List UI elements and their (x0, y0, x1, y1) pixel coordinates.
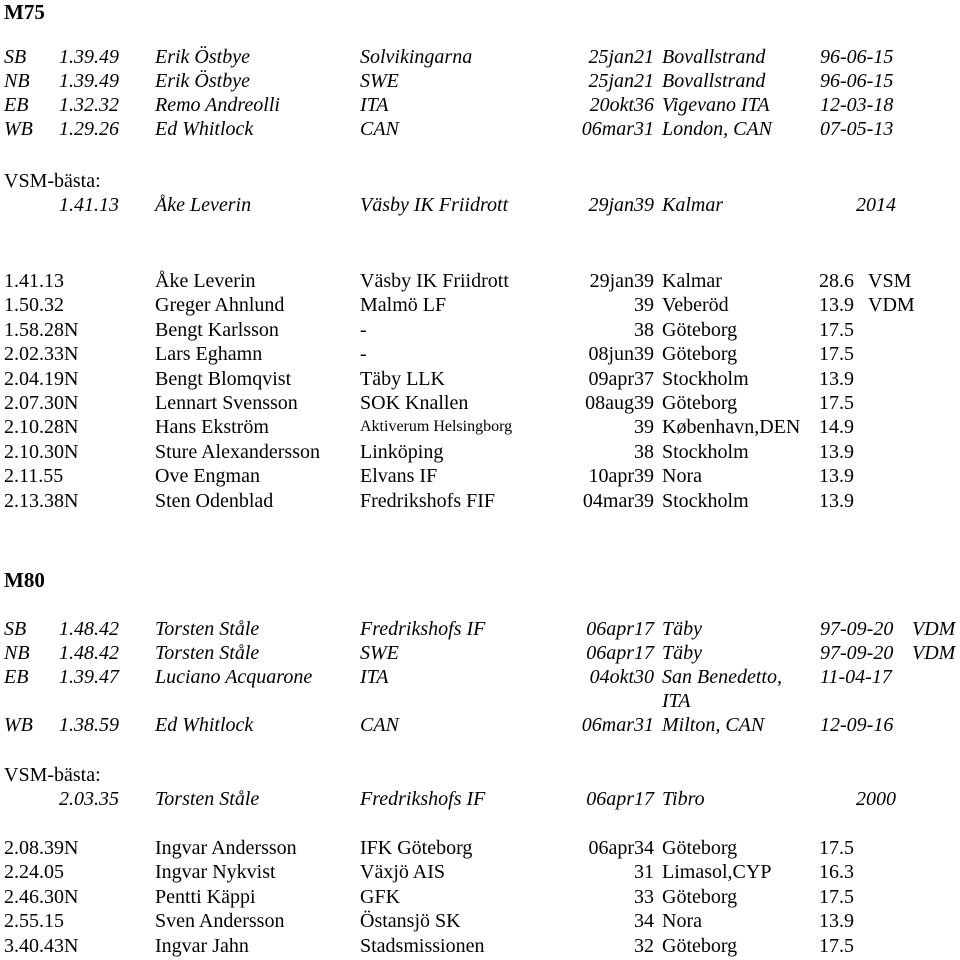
result-time: 1.41.13 (4, 270, 64, 292)
result-name: Pentti Käppi (155, 885, 256, 908)
record-row (0, 617, 960, 641)
record-type: EB (4, 666, 29, 688)
result-born: 10apr39 (588, 465, 654, 488)
result-club: Aktiverum Helsingborg (360, 418, 513, 436)
record-date: 96-06-15 (820, 46, 894, 68)
result-born: 09apr37 (588, 367, 654, 390)
result-name: Bengt Karlsson (155, 318, 279, 341)
record-born: 20okt36 (589, 94, 654, 116)
result-row (0, 836, 960, 860)
result-born: 34 (634, 910, 654, 933)
result-born: 33 (634, 885, 654, 908)
result-row (0, 464, 960, 488)
record-date: 97-09-20 (820, 618, 894, 640)
result-born: 31 (634, 861, 654, 884)
record-born: 25jan21 (588, 46, 654, 68)
result-place: Göteborg (662, 837, 738, 859)
result-note: VSM (868, 270, 912, 292)
vsm-born: 06apr17 (586, 788, 654, 810)
result-time: 2.24.05 (4, 861, 64, 884)
result-name: Lars Eghamn (155, 343, 263, 366)
vsm-club: Fredrikshofs IF (360, 788, 486, 810)
result-club: Östansjö SK (360, 910, 461, 933)
record-club: SWE (360, 642, 399, 664)
record-name: Erik Östbye (155, 46, 250, 68)
result-time: 2.46.30N (4, 885, 79, 908)
record-born: 06apr17 (586, 642, 654, 664)
result-date: 16.3 (819, 861, 854, 884)
record-place: London, CAN (662, 118, 773, 140)
section-title-m80: M80 (4, 568, 45, 592)
record-born: 06mar31 (581, 714, 654, 736)
result-row (0, 909, 960, 933)
vsm-label-row (0, 169, 960, 193)
record-club: SWE (360, 70, 399, 92)
vsm-best-row (0, 787, 960, 811)
record-name: Ed Whitlock (155, 714, 254, 736)
vsm-name: Åke Leverin (155, 194, 252, 216)
record-place: Bovallstrand (662, 70, 766, 92)
record-time: 1.48.42 (59, 618, 119, 640)
result-row (0, 269, 960, 293)
record-time: 1.39.47 (59, 666, 119, 688)
result-name: Ove Engman (155, 465, 260, 488)
record-name: Luciano Acquarone (155, 666, 313, 688)
result-born: 08aug39 (585, 392, 654, 414)
result-time: 2.55.15 (4, 910, 64, 933)
result-time: 2.11.55 (4, 465, 64, 488)
result-born: 39 (634, 416, 654, 439)
record-time: 1.29.26 (59, 118, 119, 140)
result-date: 17.5 (819, 837, 854, 859)
record-extra: VDM (912, 642, 956, 664)
vsm-year: 2014 (856, 194, 896, 216)
result-name: Bengt Blomqvist (155, 367, 292, 390)
result-place: Göteborg (662, 885, 738, 908)
record-club: CAN (360, 118, 399, 140)
result-name: Sture Alexandersson (155, 440, 320, 463)
result-name: Greger Ahnlund (155, 294, 285, 317)
result-date: 17.5 (819, 392, 854, 414)
result-name: Ingvar Nykvist (155, 861, 276, 884)
result-name: Ingvar Andersson (155, 837, 297, 859)
vsm-year: 2000 (856, 788, 896, 810)
record-place: Vigevano ITA (662, 94, 770, 116)
result-row (0, 934, 960, 958)
result-row (0, 391, 960, 415)
result-place: Veberöd (662, 294, 729, 317)
result-note: VDM (868, 294, 915, 317)
record-time: 1.32.32 (59, 94, 119, 116)
vsm-place: Tibro (662, 788, 705, 810)
record-row (0, 713, 960, 737)
record-born: 06mar31 (581, 118, 654, 140)
record-row-continuation (0, 689, 960, 713)
result-born: 38 (634, 318, 654, 341)
result-place: Limasol,CYP (662, 861, 772, 884)
result-name: Ingvar Jahn (155, 934, 249, 957)
record-name: Remo Andreolli (155, 94, 280, 116)
result-row (0, 293, 960, 317)
result-place: Nora (662, 465, 702, 488)
result-club: - (360, 318, 367, 341)
record-club: Fredrikshofs IF (360, 618, 486, 640)
record-name: Ed Whitlock (155, 118, 254, 140)
result-born: 32 (634, 934, 654, 957)
result-date: 17.5 (819, 885, 854, 908)
record-place: San Benedetto, (662, 666, 782, 688)
record-born: 06apr17 (586, 618, 654, 640)
result-name: Sten Odenblad (155, 489, 274, 512)
result-club: Stadsmissionen (360, 934, 485, 957)
record-row (0, 45, 960, 69)
result-name: Sven Andersson (155, 910, 285, 933)
record-type: SB (4, 618, 27, 640)
vsm-place: Kalmar (662, 194, 724, 216)
record-club: Solvikingarna (360, 46, 473, 68)
result-date: 13.9 (819, 465, 854, 488)
result-club: IFK Göteborg (360, 837, 473, 859)
vsm-time: 2.03.35 (59, 788, 119, 810)
result-club: Linköping (360, 440, 444, 463)
record-date: 97-09-20 (820, 642, 894, 664)
result-club: Malmö LF (360, 294, 447, 317)
record-date: 96-06-15 (820, 70, 894, 92)
record-date: 11-04-17 (820, 666, 892, 688)
record-row (0, 117, 960, 141)
result-place: Kalmar (662, 270, 722, 292)
result-club: - (360, 343, 367, 366)
record-row (0, 93, 960, 117)
result-date: 13.9 (819, 367, 854, 390)
vsm-label-row (0, 763, 960, 787)
result-row (0, 342, 960, 366)
record-born: 25jan21 (588, 70, 654, 92)
record-type: WB (4, 714, 33, 736)
vsm-club: Väsby IK Friidrott (360, 194, 509, 216)
record-time: 1.48.42 (59, 642, 119, 664)
record-club: ITA (360, 666, 389, 688)
record-place-continued: ITA (662, 690, 691, 712)
result-place: København,DEN (662, 416, 801, 439)
record-place: Täby (662, 618, 702, 640)
record-date: 12-09-16 (820, 714, 894, 736)
record-time: 1.38.59 (59, 714, 119, 736)
record-name: Erik Östbye (155, 70, 250, 92)
vsm-label: VSM-bästa: (4, 764, 101, 786)
result-place: Göteborg (662, 934, 738, 957)
result-row (0, 885, 960, 909)
result-date: 28.6 (819, 270, 854, 292)
record-row (0, 641, 960, 665)
result-born: 06apr34 (588, 837, 654, 859)
result-born: 39 (634, 294, 654, 317)
result-place: Stockholm (662, 440, 749, 463)
result-born: 08jun39 (588, 343, 654, 366)
result-place: Stockholm (662, 489, 749, 512)
result-club: SOK Knallen (360, 392, 469, 414)
vsm-born: 29jan39 (588, 194, 654, 216)
result-row (0, 489, 960, 513)
result-born: 38 (634, 440, 654, 463)
result-date: 17.5 (819, 343, 854, 366)
record-date: 07-05-13 (820, 118, 894, 140)
result-club: Elvans IF (360, 465, 438, 488)
result-time: 3.40.43N (4, 934, 79, 957)
result-name: Lennart Svensson (155, 392, 298, 414)
result-date: 17.5 (819, 934, 854, 957)
result-club: Fredrikshofs FIF (360, 489, 496, 512)
record-club: CAN (360, 714, 399, 736)
result-born: 04mar39 (582, 489, 654, 512)
result-time: 2.08.39N (4, 837, 79, 859)
result-date: 14.9 (819, 416, 854, 439)
result-date: 13.9 (819, 489, 854, 512)
result-club: GFK (360, 885, 401, 908)
result-name: Hans Ekström (155, 416, 269, 439)
record-place: Bovallstrand (662, 46, 766, 68)
result-date: 13.9 (819, 294, 854, 317)
record-place: Täby (662, 642, 702, 664)
result-time: 2.10.28N (4, 416, 79, 439)
vsm-label: VSM-bästa: (4, 170, 101, 192)
result-row (0, 415, 960, 439)
record-name: Torsten Ståle (155, 642, 260, 664)
result-club: Växjö AIS (360, 861, 445, 884)
record-row (0, 69, 960, 93)
record-type: NB (4, 70, 30, 92)
record-type: SB (4, 46, 27, 68)
vsm-best-row (0, 193, 960, 217)
result-place: Göteborg (662, 343, 738, 366)
vsm-name: Torsten Ståle (155, 788, 260, 810)
result-club: Väsby IK Friidrott (360, 270, 509, 292)
result-place: Stockholm (662, 367, 749, 390)
record-time: 1.39.49 (59, 46, 119, 68)
section-title-m75: M75 (4, 0, 45, 24)
result-place: Göteborg (662, 318, 738, 341)
result-date: 13.9 (819, 440, 854, 463)
record-type: EB (4, 94, 29, 116)
record-club: ITA (360, 94, 389, 116)
record-born: 04okt30 (589, 666, 654, 688)
vsm-time: 1.41.13 (59, 194, 119, 216)
result-time: 2.07.30N (4, 392, 79, 414)
result-place: Göteborg (662, 392, 738, 414)
result-date: 13.9 (819, 910, 854, 933)
result-time: 1.58.28N (4, 318, 79, 341)
result-row (0, 860, 960, 884)
result-time: 2.13.38N (4, 489, 79, 512)
result-place: Nora (662, 910, 702, 933)
record-place: Milton, CAN (662, 714, 765, 736)
record-name: Torsten Ståle (155, 618, 260, 640)
record-row (0, 665, 960, 689)
result-row (0, 440, 960, 464)
result-time: 2.10.30N (4, 440, 79, 463)
result-time: 2.04.19N (4, 367, 79, 390)
record-extra: VDM (912, 618, 956, 640)
record-type: NB (4, 642, 30, 664)
result-name: Åke Leverin (155, 270, 256, 292)
record-date: 12-03-18 (820, 94, 894, 116)
result-time: 2.02.33N (4, 343, 79, 366)
record-type: WB (4, 118, 33, 140)
result-row (0, 318, 960, 342)
result-date: 17.5 (819, 318, 854, 341)
result-row (0, 367, 960, 391)
record-time: 1.39.49 (59, 70, 119, 92)
result-time: 1.50.32 (4, 294, 64, 317)
result-born: 29jan39 (589, 270, 654, 292)
result-club: Täby LLK (360, 367, 445, 390)
